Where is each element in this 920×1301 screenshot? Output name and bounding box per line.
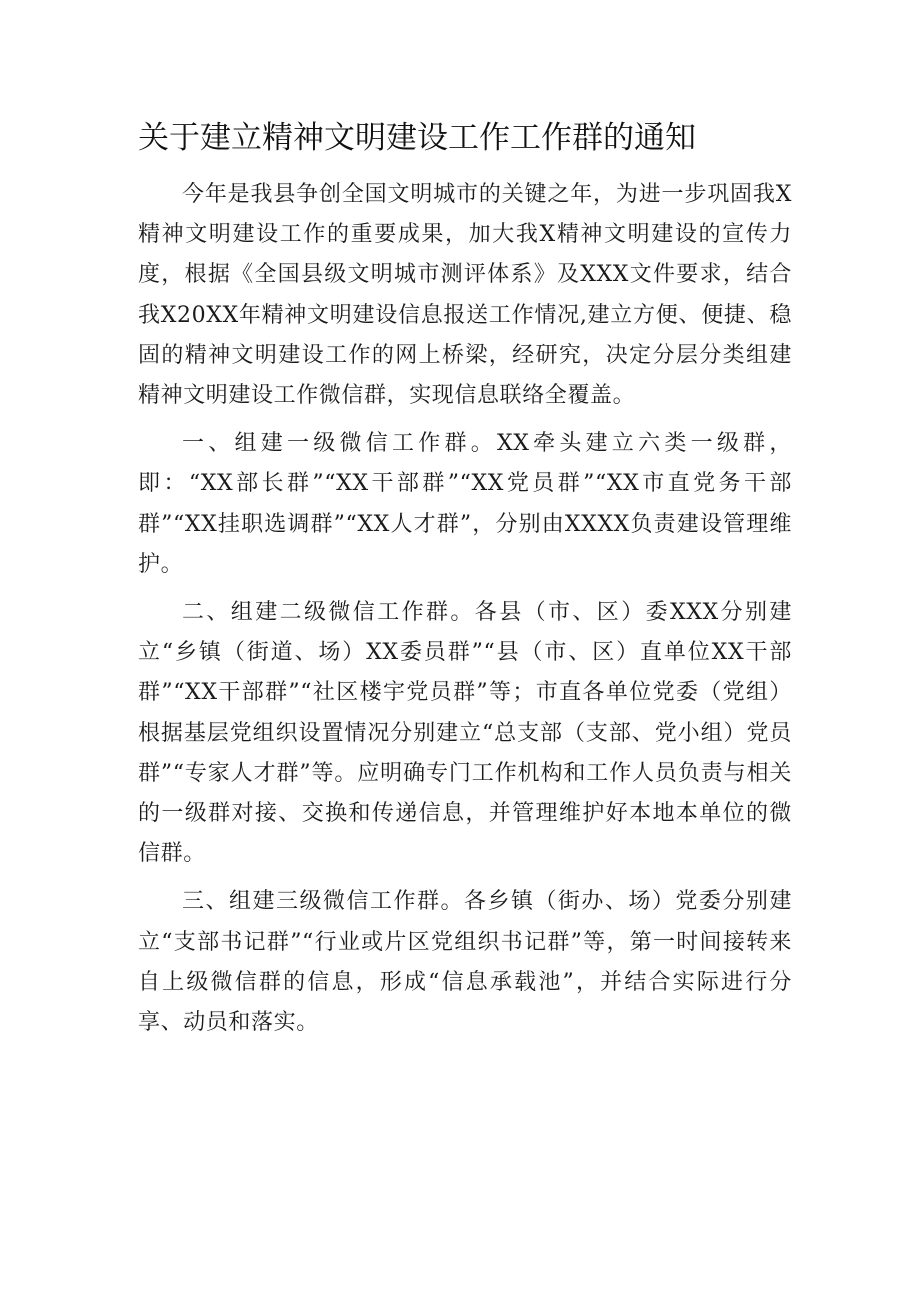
paragraph-intro: 今年是我县争创全国文明城市的关键之年，为进一步巩固我X精神文明建设工作的重要成果，加大我X精神文明建设的宣传力度，根据《全国县级文明城市测评体系》及XXX文件要求，结合我X20XX年精神文明建设信息报送工作情况,建立方便、便捷、稳固的精神文明建设工作的网上桥梁，经研究，决定分层分类组建精神文明建设工作微信群，实现信息联络全覆盖。 <box>138 182 792 409</box>
document-title: 关于建立精神文明建设工作工作群的通知 <box>138 120 696 156</box>
paragraph-level-two-group: 二、组建二级微信工作群。各县（市、区）委XXX分别建立“乡镇（街道、场）XX委员群”“县（市、区）直单位XX干部群”“XX干部群”“社区楼宇党员群”等；市直各单位党委（党组）根据基层党组织设置情况分别建立“总支部（支部、党小组）党员群”“专家人才群”等。应明确专门工作机构和工作人员负责与相关的一级群对接、交换和传递信息，并管理维护好本地本单位的微信群。 <box>138 600 792 867</box>
document-body <box>138 175 792 1051</box>
paragraph-level-one-group: 一、组建一级微信工作群。XX牵头建立六类一级群，即：“XX部长群”“XX干部群”“XX党员群”“XX市直党务干部群”“XX挂职选调群”“XX人才群”，分别由XXXX负责建设管理维护。 <box>138 431 792 577</box>
paragraph-level-three-group: 三、组建三级微信工作群。各乡镇（街办、场）党委分别建立“支部书记群”“行业或片区党组织书记群”等，第一时间接转来自上级微信群的信息，形成“信息承载池”，并结合实际进行分享、动员和落实。 <box>138 889 792 1036</box>
